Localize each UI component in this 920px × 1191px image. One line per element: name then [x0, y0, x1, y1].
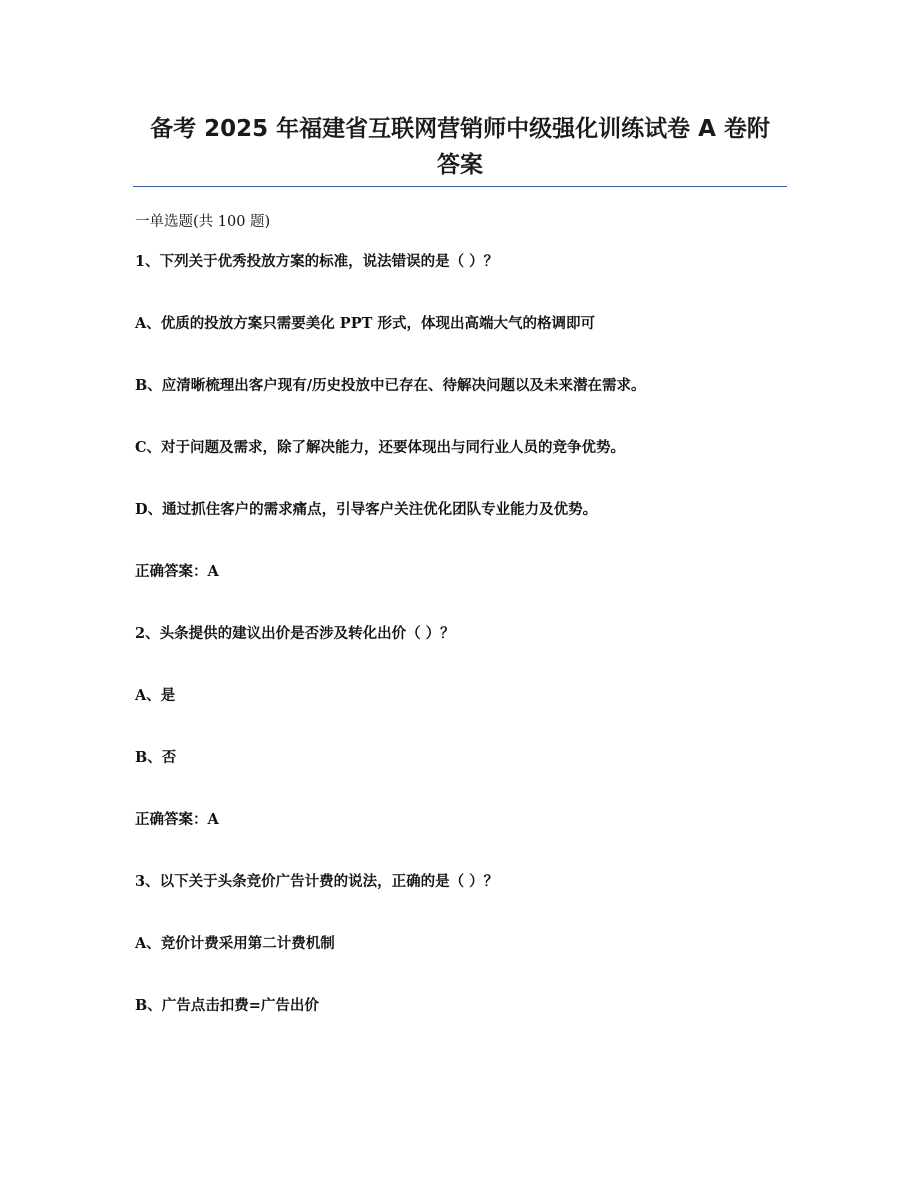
- question-1-option-c: C、对于问题及需求，除了解决能力，还要体现出与同行业人员的竞争优势。: [135, 439, 626, 456]
- question-1-stem: 1、下列关于优秀投放方案的标准，说法错误的是（ ）？: [135, 253, 499, 270]
- question-2-answer: 正确答案：A: [135, 811, 219, 828]
- question-3-option-a: A、竞价计费采用第二计费机制: [135, 935, 335, 952]
- question-1-option-a: A、优质的投放方案只需要美化 PPT 形式，体现出高端大气的格调即可: [135, 315, 595, 332]
- page-title: [133, 111, 787, 183]
- question-3-stem: 3、以下关于头条竞价广告计费的说法，正确的是（ ）？: [135, 873, 499, 890]
- question-1-option-d: D、通过抓住客户的需求痛点，引导客户关注优化团队专业能力及优势。: [135, 501, 598, 518]
- page-title-line-1: 备考 2025 年福建省互联网营销师中级强化训练试卷 A 卷附: [150, 116, 770, 142]
- section-header: 一单选题(共 100 题): [135, 214, 271, 230]
- question-2-stem: 2、头条提供的建议出价是否涉及转化出价（ ）？: [135, 625, 455, 642]
- question-2-option-b: B、否: [135, 749, 177, 766]
- question-1-option-b: B、应清晰梳理出客户现有/历史投放中已存在、待解决问题以及未来潜在需求。: [135, 377, 646, 394]
- title-divider: [133, 186, 787, 187]
- question-2-option-a: A、是: [135, 687, 176, 704]
- question-3-option-b: B、广告点击扣费=广告出价: [135, 997, 319, 1014]
- page-title-line-2: 答案: [437, 152, 483, 178]
- question-1-answer: 正确答案：A: [135, 563, 219, 580]
